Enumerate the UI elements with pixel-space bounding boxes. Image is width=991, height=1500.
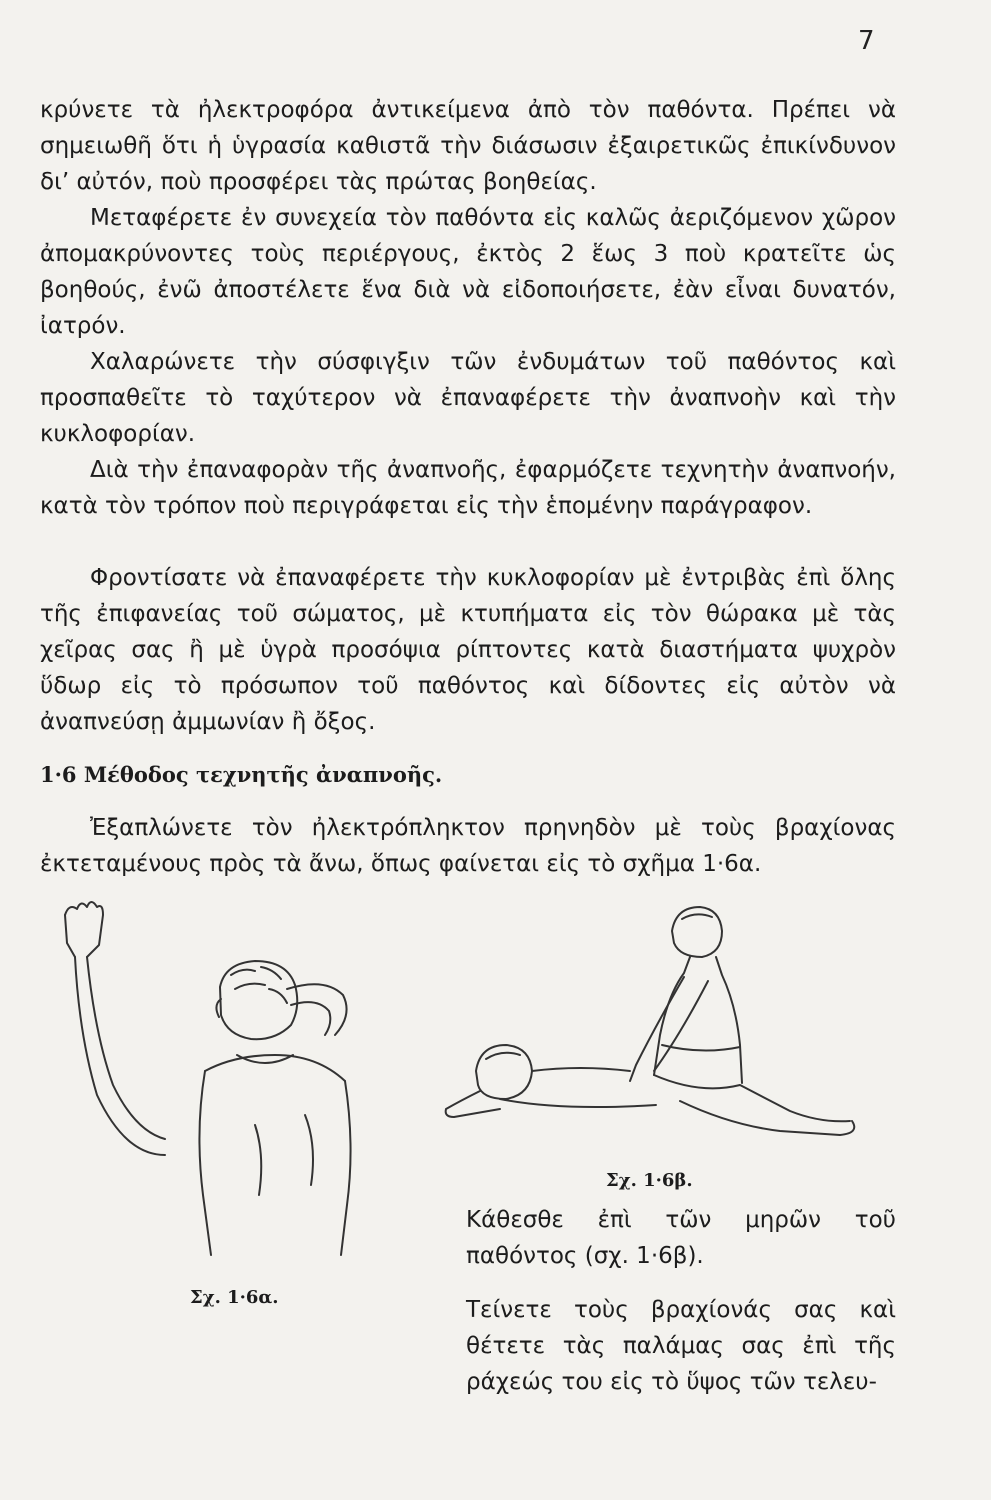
figure-1-6b-illustration [440,895,900,1165]
kneel-instruction: Κάθεσθε ἐπὶ τῶν μηρῶν τοῦ παθόντος (σχ. 1·6β). [466,1207,896,1269]
figure-1-6a-illustration [55,895,400,1265]
section-intro: Ἐξαπλώνετε τὸν ἠλεκτρόπληκτον πρηνηδὸν μὲ τοὺς βραχίονας ἐκτεταμένους πρὸς τὰ ἄνω, ὅπως φαίνεται εἰς τὸ σχῆμα 1·6α. [40,815,896,877]
figure-1-6a-caption: Σχ. 1·6α. [190,1287,279,1308]
paragraph-5: Φροντίσατε νὰ ἐπαναφέρετε τὴν κυκλοφορίαν μὲ ἐντριβὰς ἐπὶ ὅλης τῆς ἐπιφανείας τοῦ σώματος, μὲ κτυπήματα εἰς τὸν θώρακα μὲ τὰς χεῖρας σας ἢ μὲ ὑγρὰ προσόψια ρίπτοντες κατὰ διαστήματα ψυχρὸν ὕδωρ εἰς τὸ πρόσωπον τοῦ παθόντος καὶ δίδοντες εἰς αὐτὸν νὰ ἀναπνεύσῃ ἀμμωνίαν ἢ ὄξος. [40,565,896,735]
paragraph-3: Χαλαρώνετε τὴν σύσφιγξιν τῶν ἐνδυμάτων τοῦ παθόντος καὶ προσπαθεῖτε τὸ ταχύτερον νὰ ἐπαναφέρετε τὴν ἀναπνοὴν καὶ τὴν κυκλοφορίαν. [40,349,896,447]
figure-1-6b-caption: Σχ. 1·6β. [606,1170,693,1191]
paragraph-1: κρύνετε τὰ ἠλεκτροφόρα ἀντικείμενα ἀπὸ τὸν παθόντα. Πρέπει νὰ σημειωθῆ ὅτι ἡ ὑγρασία καθιστᾶ τὴν διάσωσιν ἐξαιρετικῶς ἐπικίνδυνον δι’ αὐτόν, ποὺ προσφέρει τὰς πρώτας βοηθείας. [40,97,896,195]
paragraph-4: Διὰ τὴν ἐπαναφορὰν τῆς ἀναπνοῆς, ἐφαρμόζετε τεχνητὴν ἀναπνοήν, κατὰ τὸν τρόπον ποὺ περιγράφεται εἰς τὴν ἑπομένην παράγραφον. [40,457,896,519]
page-number: 7 [858,26,875,56]
paragraph-2: Μεταφέρετε ἐν συνεχεία τὸν παθόντα εἰς καλῶς ἀεριζόμενον χῶρον ἀπομακρύνοντες τοὺς περιέργους, ἐκτὸς 2 ἕως 3 ποὺ κρατεῖτε ὡς βοηθούς, ἐνῶ ἀποστέλετε ἕνα διὰ νὰ εἰδοποιήσετε, ἐὰν εἶναι δυνατόν, ἰατρόν. [40,205,896,339]
section-heading: 1·6 Μέθοδος τεχνητῆς ἀναπνοῆς. [40,762,443,787]
extend-instruction-start: Τείνετε τοὺς βραχίονάς σας καὶ θέτετε τὰς παλάμας σας ἐπὶ τῆς ράχεώς του εἰς τὸ ὕψος τῶν τελευ- [466,1297,896,1395]
